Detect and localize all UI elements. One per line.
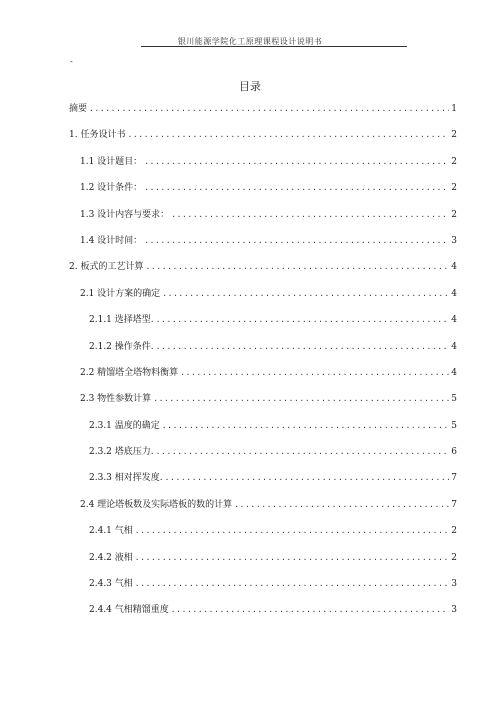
toc-entry[interactable]	[69, 390, 457, 416]
toc-entry-label: 2.4 理论塔板数及实际塔板的数的计算	[80, 499, 233, 510]
toc-entry[interactable]	[69, 469, 457, 495]
toc-entry[interactable]	[69, 417, 457, 443]
toc-dot-leader	[144, 153, 449, 171]
toc-entry-page: 7	[451, 499, 457, 510]
toc-entry-page: 4	[451, 262, 457, 273]
toc-entry-label: 2.4.1 气相	[89, 526, 133, 537]
toc-entry-label: 1.2 设计条件：	[80, 183, 143, 194]
toc-entry-label: 2.3 物性参数计算	[80, 394, 152, 405]
toc-entry-page: 3	[451, 579, 457, 590]
toc-title: 目录	[239, 80, 261, 93]
toc-entry[interactable]	[69, 601, 457, 627]
toc-entry-label: 2.3.2 塔底压力.	[89, 447, 154, 458]
toc-entry-page: 4	[451, 288, 457, 299]
toc-entry-page: 2	[451, 526, 457, 537]
toc-entry-label: 2.1.1 选择塔型.	[89, 315, 154, 326]
toc-entry-label: 1.4 设计时间：	[80, 235, 143, 246]
toc-entry[interactable]	[69, 575, 457, 601]
toc-dot-leader	[127, 126, 449, 144]
toc-dot-leader	[180, 364, 449, 382]
toc-entry-page: 2	[451, 130, 457, 141]
table-of-contents	[69, 100, 457, 628]
toc-entry-label: 2.1 设计方案的确定	[80, 288, 161, 299]
toc-entry-label: 2.4.2 液相	[89, 552, 133, 563]
toc-dot-leader	[162, 285, 449, 303]
toc-entry[interactable]	[69, 126, 457, 152]
toc-entry-label: 2.2 精馏塔全塔物料衡算	[80, 367, 179, 378]
toc-entry-label: 2.4.4 气相精馏重度	[89, 605, 169, 616]
toc-entry-page: 2	[451, 156, 457, 167]
toc-entry-label: 摘要	[69, 104, 88, 114]
toc-entry[interactable]	[69, 522, 457, 548]
toc-entry[interactable]	[69, 232, 457, 258]
toc-entry-label: 2.3.3 相对挥发度.	[89, 473, 163, 484]
toc-dot-leader	[234, 496, 449, 514]
toc-entry[interactable]	[69, 364, 457, 390]
toc-entry[interactable]	[69, 443, 457, 469]
toc-dot-leader	[171, 601, 450, 619]
toc-dot-leader	[135, 575, 450, 593]
toc-entry[interactable]	[69, 153, 457, 179]
toc-entry-page: 6	[451, 447, 457, 458]
header-rule	[141, 46, 407, 47]
toc-entry-page: 4	[451, 367, 457, 378]
toc-entry-page: 2	[451, 209, 457, 220]
toc-dot-leader	[135, 549, 450, 567]
toc-entry-page: 4	[451, 341, 457, 352]
toc-entry-label: 2. 板式的工艺计算	[69, 262, 144, 273]
toc-entry-page: 2	[451, 183, 457, 194]
toc-entry[interactable]	[69, 179, 457, 205]
toc-dot-leader	[156, 443, 450, 461]
stray-mark: -	[70, 57, 73, 66]
toc-entry-page: 5	[451, 394, 457, 405]
toc-dot-leader	[145, 258, 449, 276]
toc-dot-leader	[171, 206, 449, 224]
toc-dot-leader	[89, 100, 449, 118]
toc-dot-leader	[162, 417, 450, 435]
toc-entry-page: 1	[451, 104, 457, 114]
toc-dot-leader	[156, 338, 450, 356]
toc-entry-label: 2.4.3 气相	[89, 579, 133, 590]
toc-entry[interactable]	[69, 285, 457, 311]
toc-entry-label: 2.1.2 操作条件.	[89, 341, 154, 352]
toc-dot-leader	[153, 390, 449, 408]
running-header: 银川能源学院化工原理课程设计说明书	[177, 37, 323, 46]
toc-entry[interactable]	[69, 100, 457, 126]
toc-entry-page: 3	[451, 235, 457, 246]
toc-dot-leader	[135, 522, 450, 540]
toc-dot-leader	[144, 232, 449, 250]
toc-entry-page: 7	[451, 473, 457, 484]
toc-entry-label: 1.1 设计题目：	[80, 156, 143, 167]
toc-entry[interactable]	[69, 258, 457, 284]
toc-entry-page: 5	[451, 420, 457, 431]
toc-entry-page: 3	[451, 605, 457, 616]
toc-entry-label: 2.3.1 温度的确定	[89, 420, 160, 431]
toc-entry-page: 2	[451, 552, 457, 563]
toc-entry[interactable]	[69, 206, 457, 232]
toc-dot-leader	[156, 311, 450, 329]
toc-entry-page: 4	[451, 315, 457, 326]
toc-entry[interactable]	[69, 311, 457, 337]
toc-dot-leader	[144, 179, 449, 197]
toc-entry[interactable]	[69, 496, 457, 522]
toc-dot-leader	[165, 469, 450, 487]
toc-entry[interactable]	[69, 549, 457, 575]
toc-entry[interactable]	[69, 338, 457, 364]
toc-entry-label: 1. 任务设计书	[69, 130, 126, 141]
toc-entry-label: 1.3 设计内容与要求：	[80, 209, 170, 220]
